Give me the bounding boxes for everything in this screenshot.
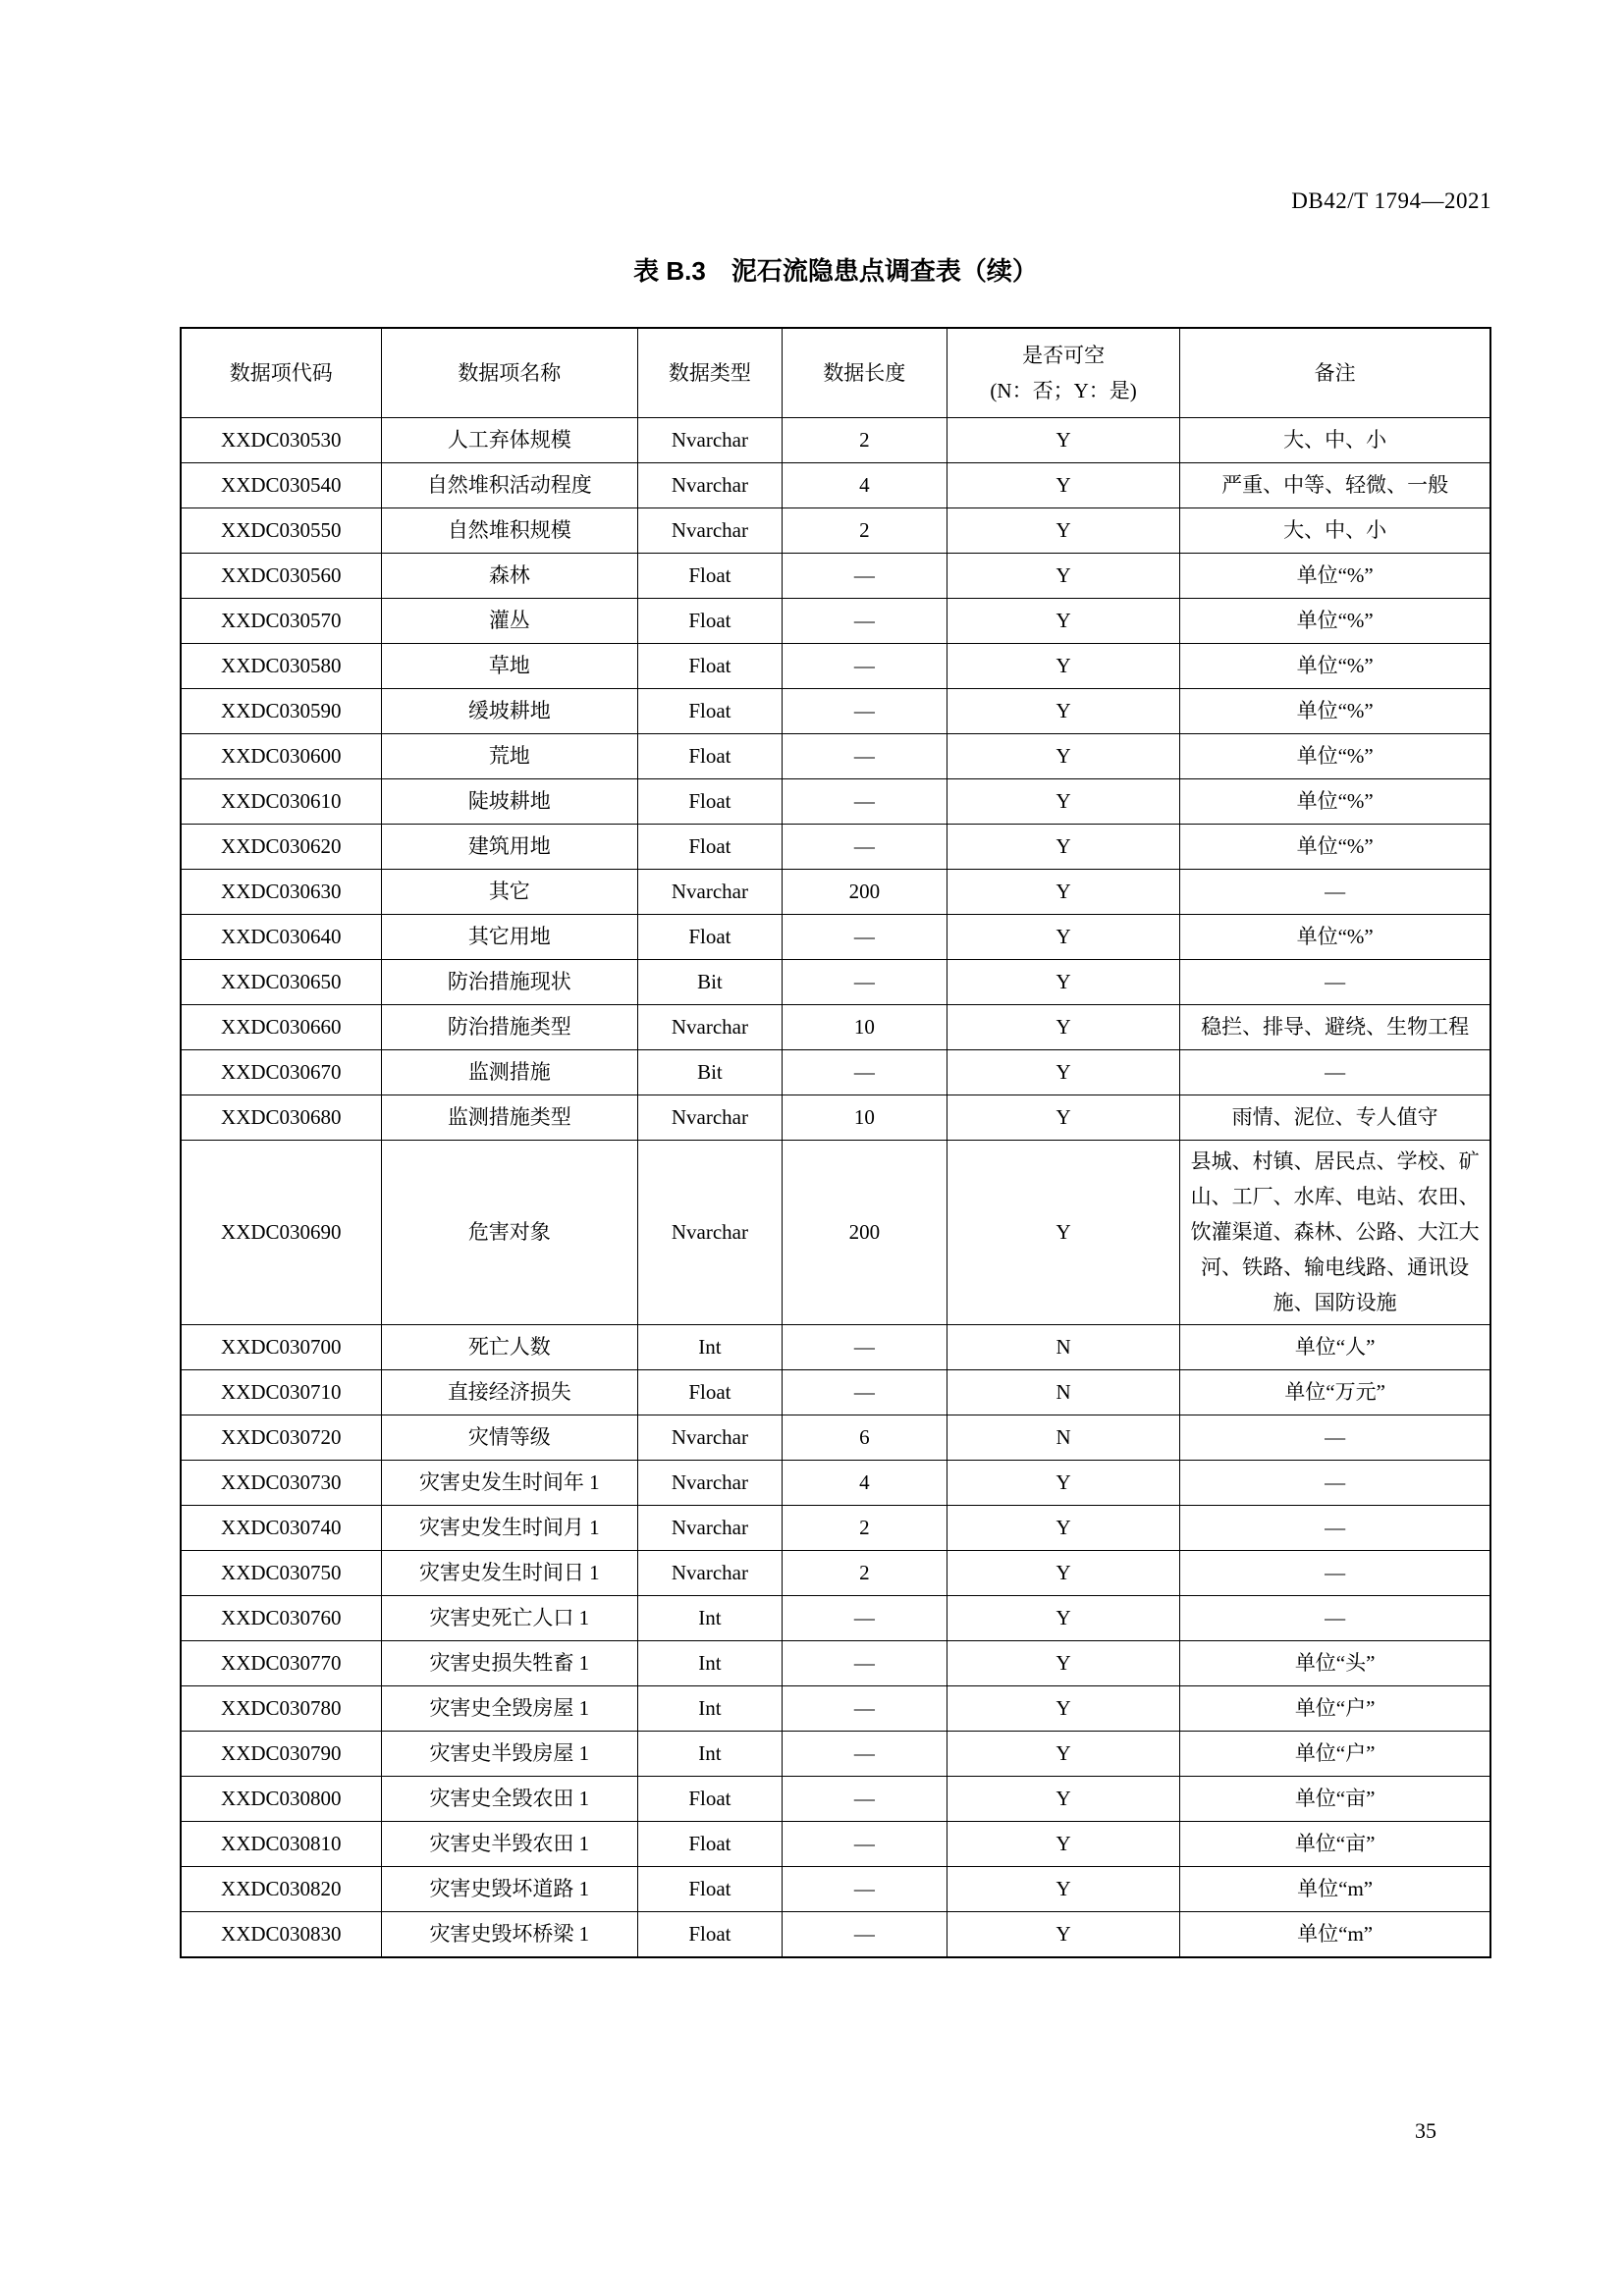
cell-nullable: Y <box>947 599 1179 644</box>
cell-type: Nvarchar <box>638 1550 783 1595</box>
cell-nullable: Y <box>947 1866 1179 1911</box>
cell-nullable: Y <box>947 1911 1179 1957</box>
table-row <box>181 554 1490 599</box>
cell-name: 防治措施类型 <box>381 1005 637 1050</box>
cell-nullable: Y <box>947 1550 1179 1595</box>
cell-type: Float <box>638 734 783 779</box>
cell-type: Float <box>638 779 783 825</box>
cell-name: 灾害史发生时间月 1 <box>381 1505 637 1550</box>
cell-nullable: Y <box>947 554 1179 599</box>
cell-name: 灾害史发生时间年 1 <box>381 1460 637 1505</box>
table-row <box>181 1460 1490 1505</box>
cell-length: 2 <box>782 1505 947 1550</box>
table-row <box>181 1505 1490 1550</box>
cell-code: XXDC030720 <box>181 1415 381 1460</box>
table-body <box>181 418 1490 1957</box>
cell-remark: 单位“万元” <box>1180 1369 1490 1415</box>
cell-type: Bit <box>638 960 783 1005</box>
table-row <box>181 1866 1490 1911</box>
cell-type: Nvarchar <box>638 1095 783 1141</box>
cell-code: XXDC030640 <box>181 915 381 960</box>
cell-type: Float <box>638 1911 783 1957</box>
cell-nullable: Y <box>947 1731 1179 1776</box>
cell-length: 6 <box>782 1415 947 1460</box>
cell-nullable: Y <box>947 1005 1179 1050</box>
cell-code: XXDC030630 <box>181 870 381 915</box>
cell-nullable: Y <box>947 870 1179 915</box>
page-number: 35 <box>1415 2118 1436 2143</box>
table-row <box>181 1776 1490 1821</box>
table-row <box>181 1141 1490 1325</box>
cell-nullable: Y <box>947 689 1179 734</box>
cell-remark: 单位“%” <box>1180 644 1490 689</box>
cell-nullable: Y <box>947 644 1179 689</box>
cell-type: Float <box>638 1776 783 1821</box>
cell-type: Bit <box>638 1050 783 1095</box>
data-table <box>180 327 1491 1958</box>
cell-name: 监测措施 <box>381 1050 637 1095</box>
table-row <box>181 734 1490 779</box>
cell-remark: 单位“%” <box>1180 689 1490 734</box>
cell-remark: 单位“亩” <box>1180 1821 1490 1866</box>
cell-name: 灾害史毁坏道路 1 <box>381 1866 637 1911</box>
cell-type: Nvarchar <box>638 508 783 554</box>
cell-name: 陡坡耕地 <box>381 779 637 825</box>
cell-name: 人工弃体规模 <box>381 418 637 463</box>
table-row <box>181 599 1490 644</box>
cell-length: 2 <box>782 508 947 554</box>
cell-length: — <box>782 779 947 825</box>
cell-code: XXDC030770 <box>181 1640 381 1685</box>
cell-nullable: Y <box>947 508 1179 554</box>
cell-code: XXDC030530 <box>181 418 381 463</box>
cell-code: XXDC030660 <box>181 1005 381 1050</box>
cell-type: Float <box>638 689 783 734</box>
table-row <box>181 1821 1490 1866</box>
table-row <box>181 1324 1490 1369</box>
cell-remark: — <box>1180 1550 1490 1595</box>
cell-length: — <box>782 1369 947 1415</box>
cell-remark: — <box>1180 1505 1490 1550</box>
cell-code: XXDC030710 <box>181 1369 381 1415</box>
cell-type: Float <box>638 554 783 599</box>
cell-code: XXDC030800 <box>181 1776 381 1821</box>
cell-remark: 大、中、小 <box>1180 418 1490 463</box>
cell-name: 灾害史全毁房屋 1 <box>381 1685 637 1731</box>
cell-length: — <box>782 1595 947 1640</box>
column-header: 数据类型 <box>638 328 783 418</box>
cell-length: — <box>782 734 947 779</box>
cell-nullable: N <box>947 1369 1179 1415</box>
cell-length: 2 <box>782 1550 947 1595</box>
cell-code: XXDC030700 <box>181 1324 381 1369</box>
cell-code: XXDC030790 <box>181 1731 381 1776</box>
cell-nullable: Y <box>947 1640 1179 1685</box>
cell-type: Nvarchar <box>638 870 783 915</box>
cell-code: XXDC030670 <box>181 1050 381 1095</box>
cell-type: Float <box>638 1866 783 1911</box>
cell-code: XXDC030690 <box>181 1141 381 1325</box>
cell-remark: 单位“%” <box>1180 599 1490 644</box>
cell-type: Float <box>638 599 783 644</box>
cell-remark: 单位“m” <box>1180 1866 1490 1911</box>
cell-name: 灾情等级 <box>381 1415 637 1460</box>
cell-code: XXDC030680 <box>181 1095 381 1141</box>
cell-remark: 严重、中等、轻微、一般 <box>1180 463 1490 508</box>
cell-remark: — <box>1180 960 1490 1005</box>
cell-remark: 单位“亩” <box>1180 1776 1490 1821</box>
table-row <box>181 418 1490 463</box>
cell-name: 灌丛 <box>381 599 637 644</box>
cell-type: Float <box>638 915 783 960</box>
cell-remark: 单位“%” <box>1180 779 1490 825</box>
cell-code: XXDC030810 <box>181 1821 381 1866</box>
cell-type: Int <box>638 1324 783 1369</box>
cell-name: 灾害史发生时间日 1 <box>381 1550 637 1595</box>
cell-remark: 单位“户” <box>1180 1731 1490 1776</box>
cell-name: 灾害史死亡人口 1 <box>381 1595 637 1640</box>
cell-length: 4 <box>782 1460 947 1505</box>
cell-nullable: Y <box>947 418 1179 463</box>
table-row <box>181 463 1490 508</box>
table-row <box>181 1911 1490 1957</box>
table-row <box>181 1050 1490 1095</box>
cell-length: — <box>782 1731 947 1776</box>
table-row <box>181 1731 1490 1776</box>
table-row <box>181 825 1490 870</box>
cell-code: XXDC030650 <box>181 960 381 1005</box>
cell-name: 灾害史半毁农田 1 <box>381 1821 637 1866</box>
table-row <box>181 1595 1490 1640</box>
cell-length: — <box>782 1640 947 1685</box>
cell-type: Int <box>638 1685 783 1731</box>
cell-code: XXDC030730 <box>181 1460 381 1505</box>
cell-remark: — <box>1180 1415 1490 1460</box>
cell-type: Float <box>638 825 783 870</box>
cell-type: Int <box>638 1731 783 1776</box>
table-head-row <box>181 328 1490 418</box>
table-row <box>181 644 1490 689</box>
table-row <box>181 915 1490 960</box>
cell-nullable: Y <box>947 1595 1179 1640</box>
cell-type: Float <box>638 1369 783 1415</box>
table-row <box>181 1415 1490 1460</box>
cell-remark: 单位“%” <box>1180 915 1490 960</box>
cell-remark: — <box>1180 1595 1490 1640</box>
cell-code: XXDC030550 <box>181 508 381 554</box>
cell-remark: 稳拦、排导、避绕、生物工程 <box>1180 1005 1490 1050</box>
cell-nullable: Y <box>947 1505 1179 1550</box>
cell-length: — <box>782 689 947 734</box>
cell-code: XXDC030740 <box>181 1505 381 1550</box>
table-row <box>181 870 1490 915</box>
cell-name: 自然堆积活动程度 <box>381 463 637 508</box>
column-header: 数据长度 <box>782 328 947 418</box>
cell-type: Float <box>638 1821 783 1866</box>
cell-name: 灾害史半毁房屋 1 <box>381 1731 637 1776</box>
cell-type: Int <box>638 1640 783 1685</box>
cell-remark: 大、中、小 <box>1180 508 1490 554</box>
cell-nullable: Y <box>947 734 1179 779</box>
cell-length: — <box>782 1911 947 1957</box>
cell-length: — <box>782 1866 947 1911</box>
cell-nullable: Y <box>947 1050 1179 1095</box>
cell-name: 荒地 <box>381 734 637 779</box>
cell-length: — <box>782 599 947 644</box>
cell-name: 死亡人数 <box>381 1324 637 1369</box>
cell-code: XXDC030620 <box>181 825 381 870</box>
cell-nullable: N <box>947 1324 1179 1369</box>
cell-remark: 单位“头” <box>1180 1640 1490 1685</box>
cell-name: 危害对象 <box>381 1141 637 1325</box>
cell-code: XXDC030570 <box>181 599 381 644</box>
cell-remark: 县城、村镇、居民点、学校、矿山、工厂、水库、电站、农田、饮灌渠道、森林、公路、大江大河、铁路、输电线路、通讯设施、国防设施 <box>1180 1141 1490 1325</box>
cell-type: Nvarchar <box>638 1005 783 1050</box>
cell-length: 10 <box>782 1095 947 1141</box>
cell-length: 200 <box>782 1141 947 1325</box>
cell-nullable: Y <box>947 1095 1179 1141</box>
cell-name: 缓坡耕地 <box>381 689 637 734</box>
cell-nullable: Y <box>947 1460 1179 1505</box>
doc-number: DB42/T 1794—2021 <box>1291 188 1491 213</box>
table-row <box>181 779 1490 825</box>
cell-name: 建筑用地 <box>381 825 637 870</box>
table-row <box>181 1640 1490 1685</box>
cell-length: — <box>782 554 947 599</box>
cell-length: — <box>782 1324 947 1369</box>
table-row <box>181 508 1490 554</box>
cell-name: 防治措施现状 <box>381 960 637 1005</box>
cell-length: 200 <box>782 870 947 915</box>
cell-length: — <box>782 644 947 689</box>
table-row <box>181 1005 1490 1050</box>
cell-code: XXDC030820 <box>181 1866 381 1911</box>
cell-nullable: Y <box>947 1685 1179 1731</box>
cell-name: 自然堆积规模 <box>381 508 637 554</box>
table-row <box>181 1685 1490 1731</box>
table-title: 表 B.3 泥石流隐患点调查表（续） <box>633 256 1038 286</box>
column-header: 数据项代码 <box>181 328 381 418</box>
cell-code: XXDC030760 <box>181 1595 381 1640</box>
cell-nullable: Y <box>947 1141 1179 1325</box>
cell-length: 10 <box>782 1005 947 1050</box>
cell-name: 森林 <box>381 554 637 599</box>
cell-code: XXDC030560 <box>181 554 381 599</box>
cell-code: XXDC030830 <box>181 1911 381 1957</box>
cell-nullable: Y <box>947 1821 1179 1866</box>
cell-nullable: Y <box>947 463 1179 508</box>
cell-name: 监测措施类型 <box>381 1095 637 1141</box>
cell-type: Nvarchar <box>638 1415 783 1460</box>
cell-remark: 单位“%” <box>1180 734 1490 779</box>
cell-type: Nvarchar <box>638 1505 783 1550</box>
cell-code: XXDC030750 <box>181 1550 381 1595</box>
cell-name: 灾害史毁坏桥梁 1 <box>381 1911 637 1957</box>
cell-remark: — <box>1180 1460 1490 1505</box>
table-row <box>181 1095 1490 1141</box>
cell-type: Nvarchar <box>638 1460 783 1505</box>
table-row <box>181 1369 1490 1415</box>
cell-length: — <box>782 1776 947 1821</box>
cell-name: 其它 <box>381 870 637 915</box>
cell-nullable: Y <box>947 960 1179 1005</box>
cell-length: — <box>782 960 947 1005</box>
cell-length: 4 <box>782 463 947 508</box>
cell-nullable: Y <box>947 825 1179 870</box>
cell-name: 草地 <box>381 644 637 689</box>
cell-name: 直接经济损失 <box>381 1369 637 1415</box>
column-header: 数据项名称 <box>381 328 637 418</box>
cell-nullable: Y <box>947 915 1179 960</box>
cell-type: Int <box>638 1595 783 1640</box>
cell-remark: — <box>1180 1050 1490 1095</box>
cell-length: 2 <box>782 418 947 463</box>
cell-length: — <box>782 1050 947 1095</box>
cell-code: XXDC030600 <box>181 734 381 779</box>
table-row <box>181 960 1490 1005</box>
cell-code: XXDC030610 <box>181 779 381 825</box>
cell-remark: 雨情、泥位、专人值守 <box>1180 1095 1490 1141</box>
cell-remark: 单位“%” <box>1180 825 1490 870</box>
cell-name: 灾害史全毁农田 1 <box>381 1776 637 1821</box>
cell-length: — <box>782 1821 947 1866</box>
column-header: 是否可空 (N：否；Y：是) <box>947 328 1179 418</box>
cell-type: Float <box>638 644 783 689</box>
cell-nullable: N <box>947 1415 1179 1460</box>
cell-remark: — <box>1180 870 1490 915</box>
cell-name: 灾害史损失牲畜 1 <box>381 1640 637 1685</box>
cell-type: Nvarchar <box>638 463 783 508</box>
column-header: 备注 <box>1180 328 1490 418</box>
cell-type: Nvarchar <box>638 418 783 463</box>
cell-length: — <box>782 1685 947 1731</box>
cell-code: XXDC030590 <box>181 689 381 734</box>
cell-code: XXDC030780 <box>181 1685 381 1731</box>
cell-nullable: Y <box>947 779 1179 825</box>
cell-remark: 单位“%” <box>1180 554 1490 599</box>
table-row <box>181 689 1490 734</box>
cell-nullable: Y <box>947 1776 1179 1821</box>
cell-length: — <box>782 825 947 870</box>
cell-length: — <box>782 915 947 960</box>
table-row <box>181 1550 1490 1595</box>
cell-code: XXDC030540 <box>181 463 381 508</box>
cell-name: 其它用地 <box>381 915 637 960</box>
cell-remark: 单位“人” <box>1180 1324 1490 1369</box>
cell-remark: 单位“户” <box>1180 1685 1490 1731</box>
cell-remark: 单位“m” <box>1180 1911 1490 1957</box>
cell-type: Nvarchar <box>638 1141 783 1325</box>
cell-code: XXDC030580 <box>181 644 381 689</box>
